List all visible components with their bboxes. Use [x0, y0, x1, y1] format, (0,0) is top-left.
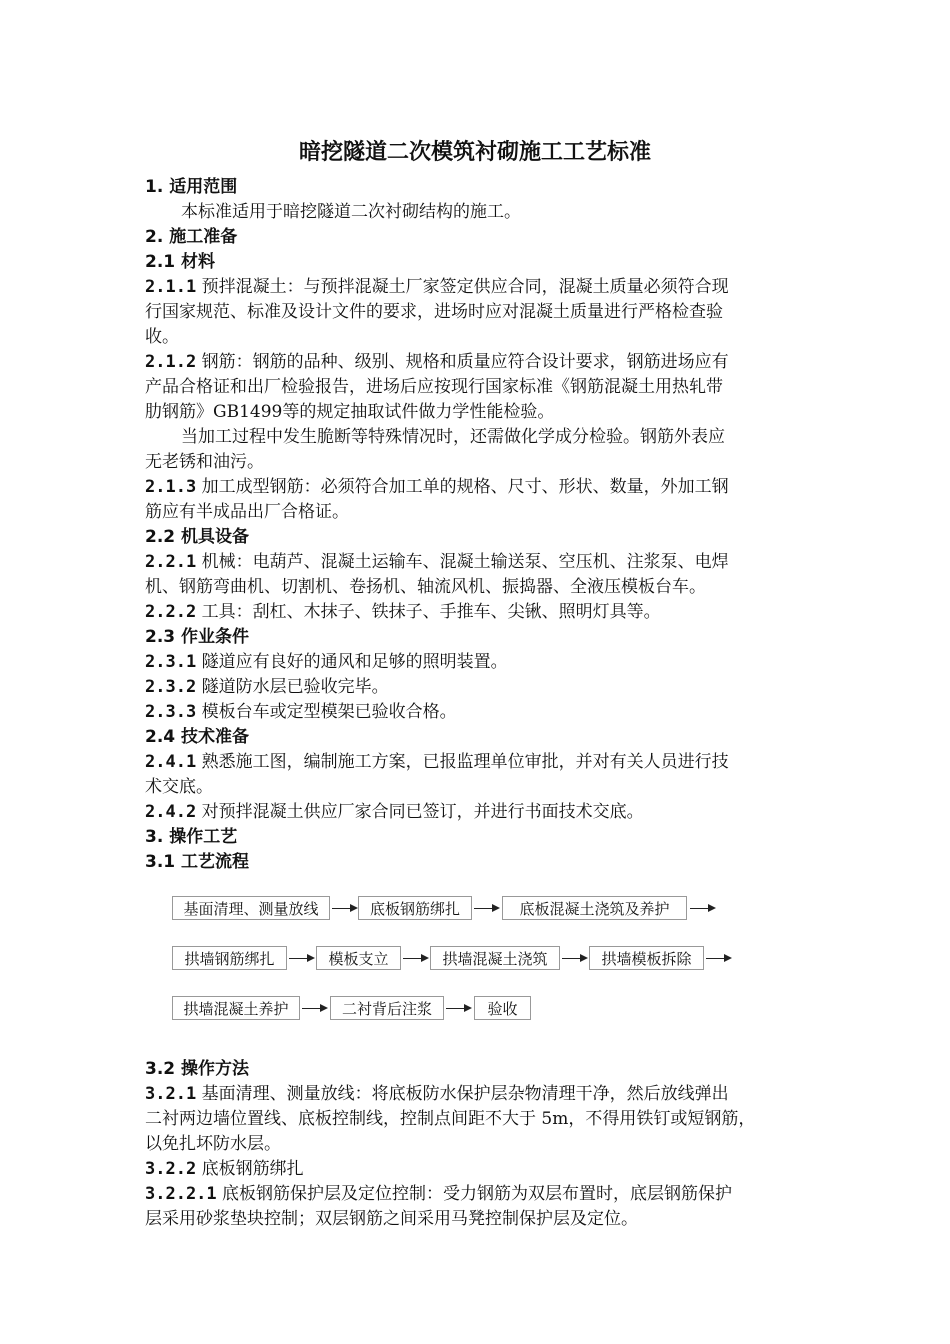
flow-arrow — [474, 908, 498, 909]
clause-number: 2.4.2 — [145, 802, 197, 822]
paragraph-line — [145, 750, 810, 775]
paragraph-line — [145, 800, 810, 825]
paragraph-line — [145, 500, 810, 525]
flow-step: 拱墙钢筋绑扎 — [172, 946, 287, 970]
line-text: 对预拌混凝土供应厂家合同已签订，并进行书面技术交底。 — [196, 802, 644, 822]
line-text: 当加工过程中发生脆断等特殊情况时，还需做化学成分检验。钢筋外表应 — [181, 427, 725, 447]
line-text: 3.1 工艺流程 — [145, 852, 250, 872]
line-text: 3.2 操作方法 — [145, 1059, 250, 1079]
line-text: 2. 施工准备 — [145, 227, 238, 247]
clause-number: 2.3.1 — [145, 652, 197, 672]
clause-number: 2.3.2 — [145, 677, 197, 697]
line-text: 以免扎坏防水层。 — [145, 1134, 281, 1154]
line-text: 2.2 机具设备 — [145, 527, 250, 547]
clause-number: 3.2.2 — [145, 1159, 197, 1179]
flow-step: 验收 — [474, 996, 531, 1020]
paragraph-line — [145, 425, 810, 450]
line-text: 二衬两边墙位置线、底板控制线，控制点间距不大于 5m，不得用铁钉或短钢筋， — [145, 1109, 756, 1129]
paragraph-line — [145, 450, 810, 475]
flow-arrow — [302, 1008, 326, 1009]
clause-number: 2.1.3 — [145, 477, 197, 497]
flow-step: 底板钢筋绑扎 — [358, 896, 472, 920]
paragraph-line — [145, 600, 810, 625]
line-text: 加工成型钢筋：必须符合加工单的规格、尺寸、形状、数量，外加工钢 — [196, 477, 729, 497]
line-text: 底板钢筋绑扎 — [196, 1159, 304, 1179]
paragraph-line — [145, 650, 810, 675]
line-text: 熟悉施工图，编制施工方案，已报监理单位审批，并对有关人员进行技 — [196, 752, 729, 772]
section-heading — [145, 725, 810, 750]
section-heading — [145, 625, 810, 650]
line-text: 工具：刮杠、木抹子、铁抹子、手推车、尖锹、照明灯具等。 — [196, 602, 661, 622]
clause-number: 3.2.2.1 — [145, 1184, 217, 1204]
section-heading — [145, 250, 810, 275]
line-text: 本标准适用于暗挖隧道二次衬砌结构的施工。 — [181, 202, 521, 222]
flow-arrow — [706, 958, 730, 959]
section-heading — [145, 1057, 810, 1082]
section-heading — [145, 825, 810, 850]
line-text: 钢筋：钢筋的品种、级别、规格和质量应符合设计要求，钢筋进场应有 — [196, 352, 729, 372]
clause-number: 2.4.1 — [145, 752, 197, 772]
section-bottom — [145, 1057, 810, 1232]
flow-step: 基面清理、测量放线 — [172, 896, 330, 920]
flow-step: 二衬背后注浆 — [330, 996, 444, 1020]
line-text: 收。 — [145, 327, 179, 347]
flow-arrow — [690, 908, 714, 909]
flow-step: 底板混凝土浇筑及养护 — [502, 896, 687, 920]
line-text: 机械：电葫芦、混凝土运输车、混凝土输送泵、空压机、注浆泵、电焊 — [196, 552, 729, 572]
paragraph-line — [145, 1107, 810, 1132]
line-text: 3. 操作工艺 — [145, 827, 238, 847]
paragraph-line — [145, 1082, 810, 1107]
section-top — [145, 175, 810, 875]
line-text: 2.1 材料 — [145, 252, 216, 272]
document-title: 暗挖隧道二次模筑衬砌施工工艺标准 — [298, 140, 651, 165]
paragraph-line — [145, 475, 810, 500]
paragraph-line — [145, 1182, 810, 1207]
line-text: 机、钢筋弯曲机、切割机、卷扬机、轴流风机、振捣器、全液压模板台车。 — [145, 577, 706, 597]
paragraph-line — [145, 200, 810, 225]
line-text: 隧道应有良好的通风和足够的照明装置。 — [196, 652, 508, 672]
flow-arrow — [332, 908, 356, 909]
flow-arrow — [446, 1008, 470, 1009]
flow-step: 拱墙混凝土浇筑 — [430, 946, 560, 970]
line-text: 1. 适用范围 — [145, 177, 238, 197]
paragraph-line — [145, 1157, 810, 1182]
paragraph-line — [145, 775, 810, 800]
paragraph-line — [145, 275, 810, 300]
line-text: 底板钢筋保护层及定位控制：受力钢筋为双层布置时，底层钢筋保护 — [216, 1184, 733, 1204]
line-text: 2.4 技术准备 — [145, 727, 250, 747]
flow-step: 模板支立 — [316, 946, 401, 970]
paragraph-line — [145, 575, 810, 600]
flow-step: 拱墙混凝土养护 — [172, 996, 300, 1020]
flow-arrow — [562, 958, 586, 959]
paragraph-line — [145, 550, 810, 575]
line-text: 产品合格证和出厂检验报告，进场后应按现行国家标准《钢筋混凝土用热轧带 — [145, 377, 723, 397]
paragraph-line — [145, 350, 810, 375]
line-text: 行国家规范、标准及设计文件的要求，进场时应对混凝土质量进行严格检查验 — [145, 302, 723, 322]
line-text: 预拌混凝土：与预拌混凝土厂家签定供应合同，混凝土质量必须符合现 — [196, 277, 729, 297]
section-heading — [145, 850, 810, 875]
line-text: 层采用砂浆垫块控制；双层钢筋之间采用马凳控制保护层及定位。 — [145, 1209, 638, 1229]
line-text: 术交底。 — [145, 777, 213, 797]
clause-number: 3.2.1 — [145, 1084, 197, 1104]
line-text: 筋应有半成品出厂合格证。 — [145, 502, 349, 522]
section-heading — [145, 525, 810, 550]
line-text: 2.3 作业条件 — [145, 627, 250, 647]
flow-arrow — [403, 958, 427, 959]
clause-number: 2.2.2 — [145, 602, 197, 622]
paragraph-line — [145, 375, 810, 400]
clause-number: 2.1.1 — [145, 277, 197, 297]
paragraph-line — [145, 400, 810, 425]
line-text: 模板台车或定型模架已验收合格。 — [196, 702, 457, 722]
flow-step: 拱墙模板拆除 — [589, 946, 704, 970]
paragraph-line — [145, 325, 810, 350]
paragraph-line — [145, 700, 810, 725]
clause-number: 2.3.3 — [145, 702, 197, 722]
clause-number: 2.2.1 — [145, 552, 197, 572]
document-body — [145, 175, 810, 1232]
paragraph-line — [145, 1132, 810, 1157]
paragraph-line — [145, 1207, 810, 1232]
line-text: 肋钢筋》GB1499等的规定抽取试件做力学性能检验。 — [145, 402, 555, 422]
paragraph-line — [145, 300, 810, 325]
clause-number: 2.1.2 — [145, 352, 197, 372]
line-text: 无老锈和油污。 — [145, 452, 264, 472]
process-flow-diagram — [145, 875, 810, 1035]
paragraph-line — [145, 675, 810, 700]
line-text: 基面清理、测量放线：将底板防水保护层杂物清理干净，然后放线弹出 — [196, 1084, 729, 1104]
flow-arrow — [289, 958, 313, 959]
section-heading — [145, 225, 810, 250]
line-text: 隧道防水层已验收完毕。 — [196, 677, 389, 697]
section-heading — [145, 175, 810, 200]
